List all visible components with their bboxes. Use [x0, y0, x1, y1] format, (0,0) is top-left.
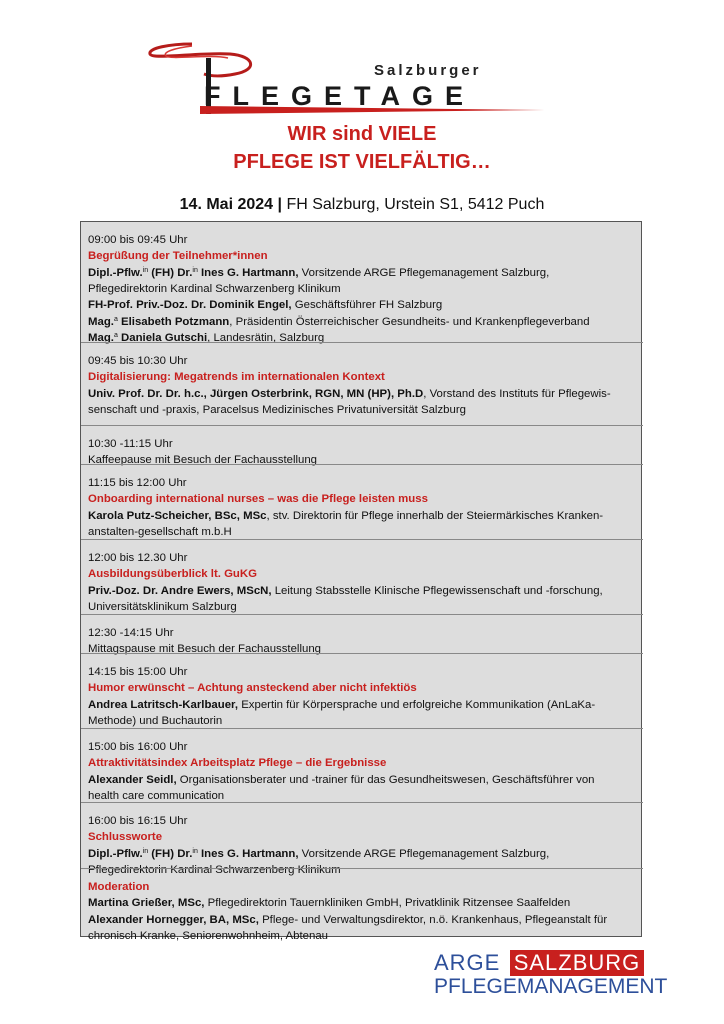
program-title: Begrüßung der Teilnehmer*innen: [88, 250, 268, 263]
logo-word: FLEGETAGE: [204, 81, 476, 111]
speaker-role: Mittagspause mit Besuch der Fachausstellung: [88, 643, 321, 656]
logo-city: Salzburger: [374, 62, 482, 79]
program-title: Moderation: [88, 881, 150, 893]
program-item: [81, 464, 643, 540]
title-suffix: in: [142, 266, 149, 274]
program-item: [81, 868, 643, 942]
program-line: [88, 697, 635, 713]
speaker-name: Dipl.-Pflw.: [88, 266, 143, 279]
pflegemanagement-label: PFLEGEMANAGEMENT: [434, 975, 668, 998]
pflegetage-logo: [140, 40, 550, 120]
title-suffix: a: [113, 315, 118, 323]
headline-line2: PFLEGE IST VIELFÄLTIG…: [233, 151, 491, 173]
speaker-name: Karola Putz-Scheicher, BSc, MSc: [88, 509, 267, 522]
program-line: [88, 912, 635, 928]
program-line: [88, 928, 635, 944]
program-time: 09:00 bis 09:45 Uhr: [88, 234, 188, 246]
speaker-role: , Landesrätin, Salzburg: [207, 331, 325, 344]
program-line: [88, 508, 635, 524]
program-title: Ausbildungsüberblick lt. GuKG: [88, 568, 257, 581]
speaker-role: Geschäftsführer FH Salzburg: [291, 299, 443, 312]
speaker-role: chronisch Kranke, Seniorenwohnheim, Abtenau: [88, 929, 328, 942]
speaker-name: Daniela Gutschi: [117, 331, 208, 344]
speaker-role: Pflegedirektorin Kardinal Schwarzenberg Klinikum: [88, 863, 341, 876]
speaker-role: Vorsitzende ARGE Pflegemanagement Salzburg,: [298, 847, 550, 860]
speaker-role: Vorsitzende ARGE Pflegemanagement Salzburg,: [298, 266, 550, 279]
speaker-role: Pflegedirektorin Tauernkliniken GmbH, Privatklinik Ritzensee Saalfelden: [204, 897, 571, 910]
program-line: [88, 524, 635, 540]
program-item: [81, 802, 643, 876]
speaker-name: Andrea Latritsch-Karlbauer,: [88, 698, 239, 711]
headline-line1: WIR sind VIELE: [287, 123, 437, 145]
program-item: [81, 425, 643, 465]
speaker-name: Priv.-Doz. Dr. Andre Ewers, MScN,: [88, 584, 272, 597]
program-time: 11:15 bis 12:00 Uhr: [88, 477, 187, 489]
speaker-name: Martina Grießer, MSc,: [88, 897, 205, 910]
speaker-role: , Präsidentin Österreichischer Gesundheits- und Krankenpflegeverband: [229, 315, 590, 328]
program-box: [80, 221, 642, 942]
speaker-name: (FH) Dr.: [148, 847, 193, 860]
speaker-name: (FH) Dr.: [148, 266, 193, 279]
program-item: [81, 222, 643, 342]
speaker-name: Ines G. Hartmann,: [197, 266, 299, 279]
speaker-name: Dipl.-Pflw.: [88, 847, 143, 860]
speaker-role: , Vorstand des Instituts für Pflegewis-: [423, 387, 611, 400]
program-time: 09:45 bis 10:30 Uhr: [88, 355, 188, 367]
speaker-role: Expertin für Körpersprache und erfolgreiche Kommunikation (AnLaKa-: [238, 698, 596, 711]
program-line: [88, 772, 635, 788]
program-time: 15:00 bis 16:00 Uhr: [88, 741, 188, 753]
speaker-role: senschaft und -praxis, Paracelsus Medizinisches Privatuniversität Salzburg: [88, 403, 466, 416]
speaker-role: , stv. Direktorin für Pflege innerhalb der Steiermärkisches Kranken-: [266, 509, 604, 522]
program-line: [88, 314, 635, 330]
speaker-role: Leitung Stabsstelle Klinische Pflegewissenschaft und -forschung,: [271, 584, 603, 597]
program-line: [88, 265, 635, 281]
speaker-name: Ines G. Hartmann,: [197, 847, 299, 860]
program-title: Digitalisierung: Megatrends im internationalen Kontext: [88, 371, 385, 384]
arge-logo: [434, 950, 668, 1002]
speaker-role: anstalten-gesellschaft m.b.H: [88, 525, 232, 538]
program-title: Onboarding international nurses – was die Pflege leisten muss: [88, 493, 428, 506]
program-item: [81, 342, 643, 426]
title-suffix: in: [192, 266, 198, 274]
program-item: [81, 539, 643, 615]
program-line: [88, 713, 635, 729]
speaker-name: Elisabeth Potzmann: [117, 315, 230, 328]
event-date: 14. Mai 2024 |: [179, 196, 282, 213]
speaker-role: Pflegedirektorin Kardinal Schwarzenberg Klinikum: [88, 282, 341, 295]
speaker-role: health care communication: [88, 789, 225, 802]
event-place: FH Salzburg, Urstein S1, 5412 Puch: [286, 196, 545, 213]
speaker-name: Alexander Seidl,: [88, 773, 177, 786]
program-time: 16:00 bis 16:15 Uhr: [88, 815, 188, 827]
speaker-role: Methode) und Buchautorin: [88, 714, 223, 727]
speaker-role: Pflege- und Verwaltungsdirektor, n.ö. Krankenhaus, Pflegeanstalt für: [258, 913, 608, 926]
program-line: [88, 895, 635, 911]
program-line: [88, 599, 635, 615]
speaker-role: Kaffeepause mit Besuch der Fachausstellung: [88, 454, 318, 467]
program-time: 10:30 -11:15 Uhr: [88, 438, 173, 450]
program-item: [81, 614, 643, 654]
title-suffix: in: [142, 847, 149, 855]
program-time: 12:00 bis 12.30 Uhr: [88, 552, 188, 564]
program-title: Attraktivitätsindex Arbeitsplatz Pflege – die Ergebnisse: [88, 757, 387, 770]
program-item: [81, 653, 643, 729]
program-line: [88, 281, 635, 297]
dateline: [0, 196, 724, 214]
program-title: Humor erwünscht – Achtung ansteckend aber nicht infektiös: [88, 682, 417, 695]
program-title: Schlussworte: [88, 831, 163, 844]
speaker-name: Alexander Hornegger, BA, MSc,: [88, 913, 259, 926]
title-suffix: a: [113, 331, 118, 339]
speaker-role: Universitätsklinikum Salzburg: [88, 600, 237, 613]
speaker-name: Mag.: [88, 315, 114, 328]
speaker-name: Mag.: [88, 331, 114, 344]
speaker-name: FH-Prof. Priv.-Doz. Dr. Dominik Engel,: [88, 299, 292, 312]
title-suffix: in: [192, 847, 198, 855]
program-time: 12:30 -14:15 Uhr: [88, 627, 174, 639]
program-line: [88, 386, 635, 402]
program-line: [88, 297, 635, 313]
program-item: [81, 728, 643, 803]
salzburg-label: SALZBURG: [510, 950, 644, 976]
arge-label: ARGE: [434, 950, 501, 975]
program-line: [88, 846, 635, 862]
speaker-name: Univ. Prof. Dr. Dr. h.c., Jürgen Osterbrink, RGN, MN (HP), Ph.D: [88, 387, 424, 400]
program-time: 14:15 bis 15:00 Uhr: [88, 666, 188, 678]
speaker-role: Organisationsberater und -trainer für das Gesundheitswesen, Geschäftsführer von: [176, 773, 595, 786]
program-line: [88, 402, 635, 418]
program-line: [88, 583, 635, 599]
